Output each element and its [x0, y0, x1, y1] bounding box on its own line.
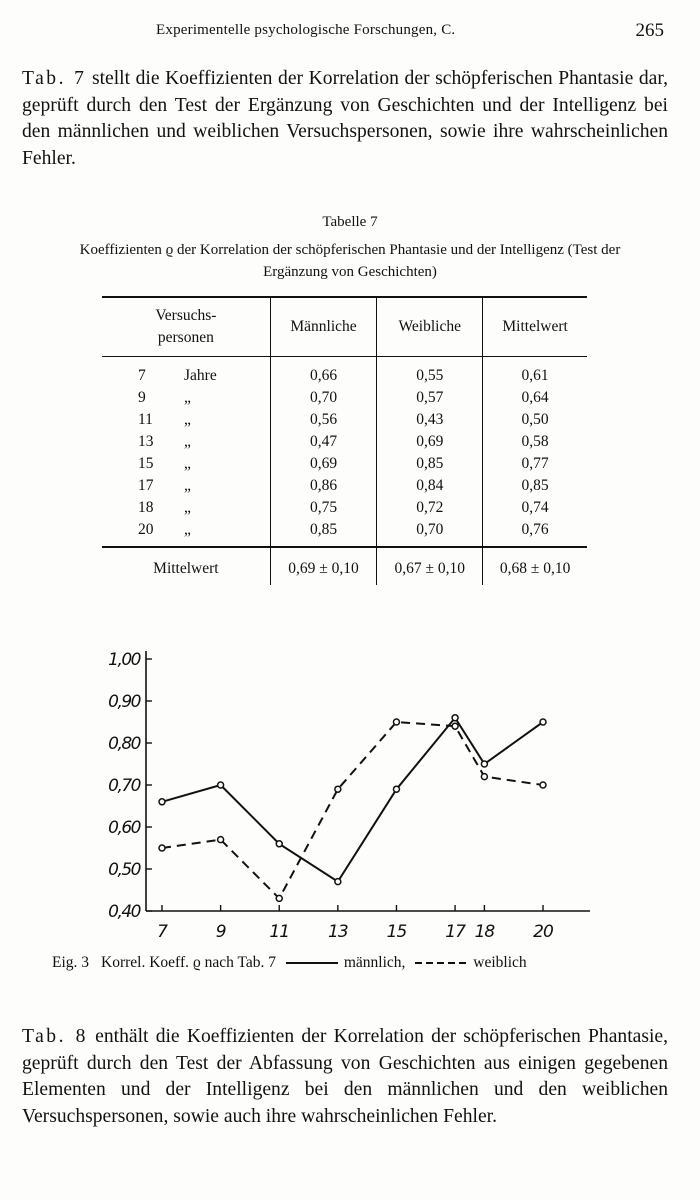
data-point-female [218, 837, 224, 843]
x-tick-label: 17 [445, 922, 465, 942]
female-value: 0,43 [377, 409, 483, 431]
mean-value: 0,76 [483, 519, 587, 547]
age-value: 11 [138, 411, 153, 428]
mean-value: 0,74 [483, 497, 587, 519]
age-value: 7 [138, 367, 146, 384]
table-row [102, 453, 587, 475]
age-value: 20 [138, 521, 154, 538]
data-point-female [276, 895, 282, 901]
page-number: 265 [635, 20, 664, 41]
header-mean: Mittelwert [483, 297, 587, 357]
header-male: Männliche [270, 297, 377, 357]
x-tick-label: 13 [328, 922, 348, 942]
age-unit: „ [184, 433, 191, 450]
age-unit: „ [184, 455, 191, 472]
male-value: 0,56 [270, 409, 377, 431]
table-row [102, 409, 587, 431]
age-unit: Jahre [184, 367, 217, 384]
mean-value: 0,77 [483, 453, 587, 475]
age-value: 9 [138, 389, 146, 406]
table-reference: Tab. 8 [22, 1026, 88, 1047]
female-value: 0,55 [377, 357, 483, 388]
age-value: 18 [138, 499, 154, 516]
paragraph-tab8-intro [22, 1024, 668, 1130]
mean-value: 0,50 [483, 409, 587, 431]
data-point-female [540, 782, 546, 788]
paragraph-text: enthält die Koeffizienten der Korrelation der schöpferischen Phantasie, geprüft durch den Test der Abfassung von Geschichten aus einigen gegebenen Elementen und der Intelligenz bei den männlichen und den weiblichen Versuchspersonen, sowie auch ihre wahrscheinlichen Fehler. [22, 1026, 669, 1127]
series-line-female [162, 722, 543, 898]
age-unit: „ [184, 411, 191, 428]
male-value: 0,66 [270, 357, 377, 388]
paragraph-tab7-intro [22, 66, 668, 172]
table-row [102, 519, 587, 547]
data-point-male [540, 719, 546, 725]
x-tick-label: 18 [474, 922, 495, 942]
data-point-female [393, 719, 399, 725]
mean-value: 0,61 [483, 357, 587, 388]
table-footer-row [102, 547, 587, 585]
female-value: 0,57 [377, 387, 483, 409]
data-point-male [276, 841, 282, 847]
data-point-male [159, 799, 165, 805]
table-row [102, 475, 587, 497]
series-line-male [162, 718, 543, 882]
female-value: 0,84 [377, 475, 483, 497]
table-row [102, 357, 587, 388]
correlation-table [102, 296, 587, 585]
age-cell [102, 357, 270, 388]
running-title: Experimentelle psychologische Forschungen, C. [156, 22, 456, 38]
age-cell [102, 431, 270, 453]
age-value: 17 [138, 477, 154, 494]
age-value: 13 [138, 433, 154, 450]
table-row [102, 431, 587, 453]
table-description: Koeffizienten ϱ der Korrelation der schöpferischen Phantasie und der Intelligenz (Test der Ergänzung von Geschichten) [79, 242, 621, 280]
age-cell [102, 497, 270, 519]
x-tick-label: 20 [533, 922, 553, 942]
female-value: 0,70 [377, 519, 483, 547]
figure-caption-text: Korrel. Koeff. ϱ nach Tab. 7 [101, 954, 276, 971]
running-header [24, 20, 664, 46]
age-value: 15 [138, 455, 154, 472]
legend-female-label: weiblich [473, 954, 527, 971]
correlation-line-chart [0, 630, 700, 950]
male-value: 0,69 [270, 453, 377, 475]
female-value: 0,72 [377, 497, 483, 519]
y-tick-label: 0,40 [108, 902, 140, 922]
age-cell [102, 387, 270, 409]
male-value: 0,75 [270, 497, 377, 519]
x-tick-label: 9 [215, 922, 226, 942]
mean-value: 0,64 [483, 387, 587, 409]
age-cell [102, 519, 270, 547]
table-caption: Tabelle 7 [322, 214, 378, 230]
data-point-male [218, 782, 224, 788]
age-unit: „ [184, 389, 191, 406]
data-point-female [481, 774, 487, 780]
age-unit: „ [184, 477, 191, 494]
figure-caption [52, 954, 527, 972]
figure-label: Eig. 3 [52, 954, 90, 971]
male-value: 0,86 [270, 475, 377, 497]
female-value: 0,85 [377, 453, 483, 475]
table-reference: Tab. 7 [22, 68, 87, 89]
table-row [102, 497, 587, 519]
data-point-female [452, 723, 458, 729]
age-unit: „ [184, 499, 191, 516]
male-value: 0,70 [270, 387, 377, 409]
y-tick-label: 1,00 [108, 650, 140, 670]
y-tick-label: 0,60 [108, 818, 140, 838]
age-unit: „ [184, 521, 191, 538]
header-female: Weibliche [377, 297, 483, 357]
y-tick-label: 0,80 [108, 734, 140, 754]
y-tick-label: 0,90 [108, 692, 140, 712]
y-tick-label: 0,50 [108, 860, 140, 880]
data-point-female [335, 786, 341, 792]
male-value: 0,47 [270, 431, 377, 453]
paragraph-text: stellt die Koeffizienten der Korrelation der schöpferischen Phantasie dar, geprüft durch den Test der Ergänzung von Geschichten und der Intelligenz bei den männlichen und weiblichen Versuchspersonen, sowie ihre wahrscheinlichen Fehler. [22, 68, 669, 169]
age-cell [102, 409, 270, 431]
data-point-male [481, 761, 487, 767]
legend-male-label: männlich, [343, 954, 406, 971]
header-subjects-label: Versuchs- personen [155, 307, 217, 346]
age-cell [102, 453, 270, 475]
data-point-female [159, 845, 165, 851]
footer-male-mean: 0,69 ± 0,10 [270, 547, 377, 585]
footer-female-mean: 0,67 ± 0,10 [377, 547, 483, 585]
x-tick-label: 7 [157, 922, 167, 942]
table-row [102, 387, 587, 409]
footer-label: Mittelwert [153, 559, 219, 577]
data-point-male [452, 715, 458, 721]
mean-value: 0,58 [483, 431, 587, 453]
male-value: 0,85 [270, 519, 377, 547]
y-tick-label: 0,70 [108, 776, 140, 796]
data-point-male [335, 879, 341, 885]
legend-solid-line-icon [284, 960, 340, 966]
mean-value: 0,85 [483, 475, 587, 497]
x-tick-label: 15 [386, 922, 407, 942]
age-cell [102, 475, 270, 497]
table-header-row [102, 297, 587, 357]
footer-overall-mean: 0,68 ± 0,10 [483, 547, 587, 585]
legend-dashed-line-icon [413, 960, 469, 966]
x-tick-label: 11 [269, 922, 290, 942]
female-value: 0,69 [377, 431, 483, 453]
data-point-male [393, 786, 399, 792]
header-subjects [102, 297, 270, 357]
